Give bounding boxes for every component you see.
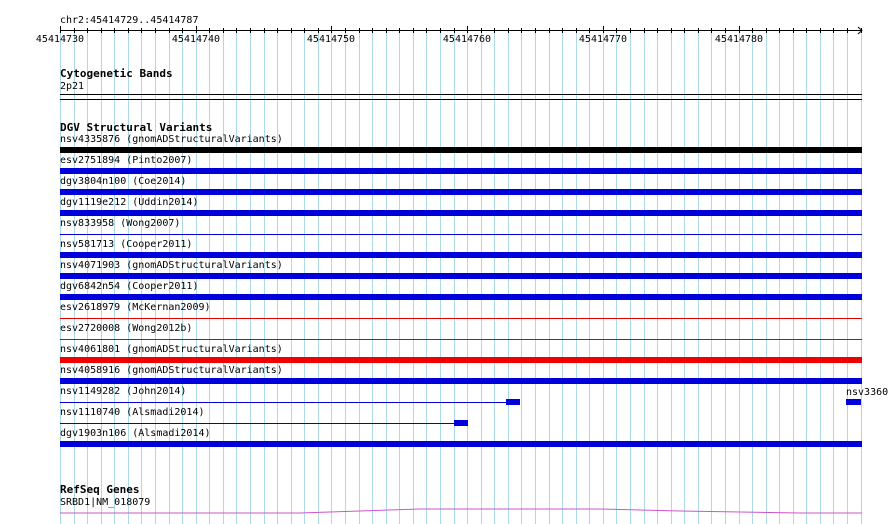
dgv-feature-label[interactable]: nsv4071903 (gnomADStructuralVariants)	[60, 260, 283, 271]
dgv-feature-line[interactable]	[60, 234, 862, 235]
dgv-feature-label[interactable]: dgv6842n54 (Cooper2011)	[60, 281, 199, 292]
dgv-feature-label[interactable]: dgv1903n106 (Alsmadi2014)	[60, 428, 211, 439]
cytoband-label[interactable]: 2p21	[60, 81, 85, 92]
ruler-tick-label: 45414740	[171, 34, 221, 45]
ruler-tick-label: 45414750	[306, 34, 356, 45]
dgv-feature-label[interactable]: esv2720008 (Wong2012b)	[60, 323, 193, 334]
dgv-feature-intron[interactable]	[60, 402, 506, 403]
dgv-feature-label[interactable]: nsv833958 (Wong2007)	[60, 218, 181, 229]
region-label: chr2:45414729..45414787	[60, 15, 199, 26]
dgv-feature-label[interactable]: nsv581713 (Cooper2011)	[60, 239, 193, 250]
dgv-edge-label[interactable]: nsv3360	[846, 387, 889, 398]
dgv-feature-exon[interactable]	[506, 399, 520, 405]
dgv-feature-intron[interactable]	[60, 423, 454, 424]
dgv-feature-bar[interactable]	[60, 378, 862, 384]
dgv-feature-bar[interactable]	[60, 168, 862, 174]
ruler-tick-label: 45414730	[35, 34, 85, 45]
refseq-gene-label[interactable]: SRBD1|NM_018079	[60, 497, 151, 508]
dgv-feature-bar[interactable]	[60, 441, 862, 447]
dgv-feature-line[interactable]	[60, 339, 862, 340]
dgv-feature-bar[interactable]	[60, 357, 862, 363]
cytoband-bar[interactable]	[60, 94, 862, 100]
dgv-feature-label[interactable]: nsv4061801 (gnomADStructuralVariants)	[60, 344, 283, 355]
dgv-feature-line[interactable]	[60, 318, 862, 319]
dgv-feature-label[interactable]: esv2751894 (Pinto2007)	[60, 155, 193, 166]
refseq-gene-line[interactable]	[0, 505, 890, 517]
dgv-feature-bar[interactable]	[60, 210, 862, 216]
track-title-cytogenetic-bands[interactable]: Cytogenetic Bands	[60, 67, 173, 80]
dgv-feature-label[interactable]: dgv1119e212 (Uddin2014)	[60, 197, 199, 208]
track-title-refseq-genes[interactable]: RefSeq Genes	[60, 483, 140, 496]
dgv-edge-feature-exon[interactable]	[846, 399, 861, 405]
dgv-feature-label[interactable]: esv2618979 (McKernan2009)	[60, 302, 211, 313]
dgv-feature-label[interactable]: nsv4335876 (gnomADStructuralVariants)	[60, 134, 283, 145]
dgv-feature-bar[interactable]	[60, 252, 862, 258]
dgv-feature-label[interactable]: dgv3804n100 (Coe2014)	[60, 176, 187, 187]
ruler-tick-label: 45414760	[442, 34, 492, 45]
dgv-feature-label[interactable]: nsv1149282 (John2014)	[60, 386, 187, 397]
dgv-feature-exon[interactable]	[454, 420, 468, 426]
dgv-feature-bar[interactable]	[60, 189, 862, 195]
dgv-feature-label[interactable]: nsv1110740 (Alsmadi2014)	[60, 407, 205, 418]
ruler-tick-label: 45414780	[714, 34, 764, 45]
dgv-feature-bar[interactable]	[60, 273, 862, 279]
ruler-tick-label: 45414770	[578, 34, 628, 45]
dgv-feature-bar[interactable]	[60, 147, 862, 153]
dgv-feature-bar[interactable]	[60, 294, 862, 300]
dgv-feature-label[interactable]: nsv4058916 (gnomADStructuralVariants)	[60, 365, 283, 376]
track-title-dgv-structural-variants[interactable]: DGV Structural Variants	[60, 121, 213, 134]
